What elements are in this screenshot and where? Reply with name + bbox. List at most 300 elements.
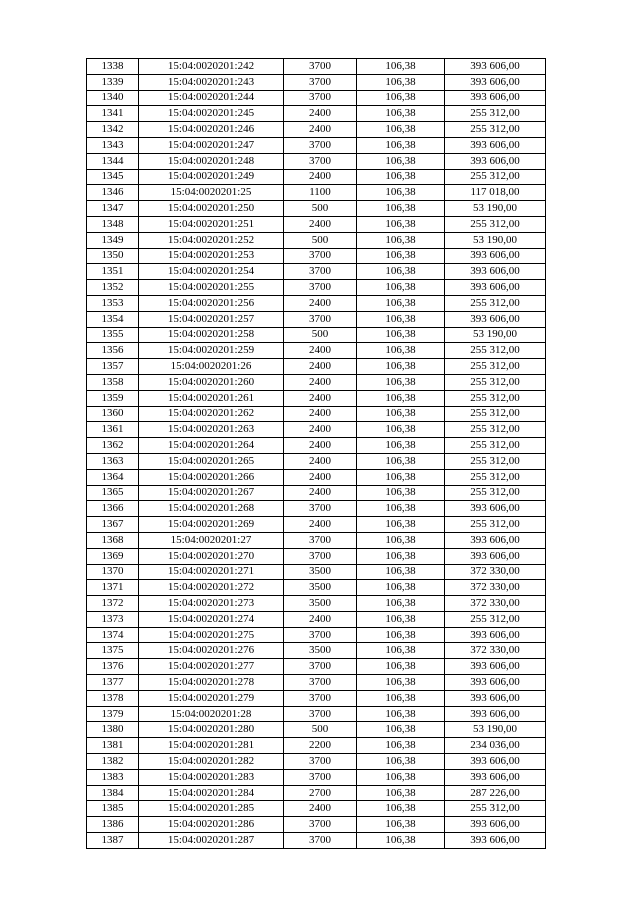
amount-cell: 255 312,00 — [445, 295, 546, 311]
area-cell: 2700 — [284, 785, 357, 801]
amount-cell: 255 312,00 — [445, 422, 546, 438]
rate-cell: 106,38 — [357, 659, 445, 675]
cadastral-number-cell: 15:04:0020201:267 — [139, 485, 284, 501]
table-row — [87, 675, 546, 691]
row-number-cell: 1338 — [87, 59, 139, 75]
amount-cell: 255 312,00 — [445, 343, 546, 359]
cadastral-number-cell: 15:04:0020201:249 — [139, 169, 284, 185]
amount-cell: 393 606,00 — [445, 817, 546, 833]
table-row — [87, 485, 546, 501]
amount-cell: 372 330,00 — [445, 580, 546, 596]
cadastral-number-cell: 15:04:0020201:275 — [139, 627, 284, 643]
amount-cell: 393 606,00 — [445, 264, 546, 280]
cadastral-number-cell: 15:04:0020201:265 — [139, 453, 284, 469]
area-cell: 500 — [284, 201, 357, 217]
row-number-cell: 1372 — [87, 596, 139, 612]
area-cell: 2200 — [284, 738, 357, 754]
row-number-cell: 1368 — [87, 532, 139, 548]
table-row — [87, 169, 546, 185]
table-row — [87, 769, 546, 785]
amount-cell: 393 606,00 — [445, 74, 546, 90]
rate-cell: 106,38 — [357, 137, 445, 153]
cadastral-number-cell: 15:04:0020201:279 — [139, 690, 284, 706]
row-number-cell: 1373 — [87, 611, 139, 627]
rate-cell: 106,38 — [357, 564, 445, 580]
table-row — [87, 374, 546, 390]
amount-cell: 393 606,00 — [445, 833, 546, 849]
amount-cell: 255 312,00 — [445, 469, 546, 485]
row-number-cell: 1381 — [87, 738, 139, 754]
cadastral-number-cell: 15:04:0020201:280 — [139, 722, 284, 738]
area-cell: 2400 — [284, 406, 357, 422]
table-row — [87, 153, 546, 169]
amount-cell: 393 606,00 — [445, 137, 546, 153]
rate-cell: 106,38 — [357, 169, 445, 185]
cadastral-number-cell: 15:04:0020201:286 — [139, 817, 284, 833]
table-row — [87, 422, 546, 438]
row-number-cell: 1364 — [87, 469, 139, 485]
rate-cell: 106,38 — [357, 643, 445, 659]
table-row — [87, 390, 546, 406]
table-row — [87, 596, 546, 612]
table-row — [87, 469, 546, 485]
table-row — [87, 690, 546, 706]
table-row — [87, 232, 546, 248]
rate-cell: 106,38 — [357, 706, 445, 722]
table-row — [87, 122, 546, 138]
row-number-cell: 1344 — [87, 153, 139, 169]
row-number-cell: 1357 — [87, 359, 139, 375]
amount-cell: 255 312,00 — [445, 169, 546, 185]
table-row — [87, 137, 546, 153]
row-number-cell: 1374 — [87, 627, 139, 643]
amount-cell: 255 312,00 — [445, 390, 546, 406]
area-cell: 3700 — [284, 137, 357, 153]
row-number-cell: 1385 — [87, 801, 139, 817]
area-cell: 2400 — [284, 485, 357, 501]
rate-cell: 106,38 — [357, 359, 445, 375]
document-page — [86, 58, 545, 849]
area-cell: 2400 — [284, 517, 357, 533]
cadastral-number-cell: 15:04:0020201:264 — [139, 438, 284, 454]
table-row — [87, 611, 546, 627]
area-cell: 3700 — [284, 690, 357, 706]
amount-cell: 393 606,00 — [445, 90, 546, 106]
amount-cell: 393 606,00 — [445, 501, 546, 517]
table-row — [87, 548, 546, 564]
cadastral-number-cell: 15:04:0020201:266 — [139, 469, 284, 485]
rate-cell: 106,38 — [357, 596, 445, 612]
amount-cell: 255 312,00 — [445, 453, 546, 469]
cadastral-number-cell: 15:04:0020201:253 — [139, 248, 284, 264]
area-cell: 3700 — [284, 90, 357, 106]
cadastral-number-cell: 15:04:0020201:245 — [139, 106, 284, 122]
cadastral-number-cell: 15:04:0020201:283 — [139, 769, 284, 785]
row-number-cell: 1370 — [87, 564, 139, 580]
amount-cell: 287 226,00 — [445, 785, 546, 801]
cadastral-number-cell: 15:04:0020201:257 — [139, 311, 284, 327]
area-cell: 2400 — [284, 169, 357, 185]
area-cell: 3500 — [284, 580, 357, 596]
row-number-cell: 1362 — [87, 438, 139, 454]
amount-cell: 117 018,00 — [445, 185, 546, 201]
area-cell: 3700 — [284, 280, 357, 296]
row-number-cell: 1345 — [87, 169, 139, 185]
row-number-cell: 1358 — [87, 374, 139, 390]
cadastral-number-cell: 15:04:0020201:251 — [139, 216, 284, 232]
cadastral-number-cell: 15:04:0020201:246 — [139, 122, 284, 138]
table-body — [87, 59, 546, 849]
table-row — [87, 327, 546, 343]
rate-cell: 106,38 — [357, 785, 445, 801]
amount-cell: 372 330,00 — [445, 596, 546, 612]
rate-cell: 106,38 — [357, 738, 445, 754]
area-cell: 3700 — [284, 833, 357, 849]
rate-cell: 106,38 — [357, 548, 445, 564]
cadastral-number-cell: 15:04:0020201:276 — [139, 643, 284, 659]
area-cell: 3500 — [284, 596, 357, 612]
row-number-cell: 1350 — [87, 248, 139, 264]
row-number-cell: 1376 — [87, 659, 139, 675]
amount-cell: 393 606,00 — [445, 280, 546, 296]
area-cell: 3700 — [284, 817, 357, 833]
amount-cell: 393 606,00 — [445, 532, 546, 548]
area-cell: 3500 — [284, 643, 357, 659]
area-cell: 3700 — [284, 754, 357, 770]
cadastral-number-cell: 15:04:0020201:282 — [139, 754, 284, 770]
amount-cell: 393 606,00 — [445, 675, 546, 691]
area-cell: 2400 — [284, 106, 357, 122]
table-row — [87, 580, 546, 596]
area-cell: 2400 — [284, 801, 357, 817]
rate-cell: 106,38 — [357, 74, 445, 90]
area-cell: 3700 — [284, 264, 357, 280]
area-cell: 2400 — [284, 611, 357, 627]
area-cell: 3700 — [284, 248, 357, 264]
amount-cell: 234 036,00 — [445, 738, 546, 754]
area-cell: 2400 — [284, 359, 357, 375]
cadastral-number-cell: 15:04:0020201:271 — [139, 564, 284, 580]
amount-cell: 53 190,00 — [445, 327, 546, 343]
row-number-cell: 1384 — [87, 785, 139, 801]
amount-cell: 53 190,00 — [445, 232, 546, 248]
table-row — [87, 201, 546, 217]
cadastral-number-cell: 15:04:0020201:243 — [139, 74, 284, 90]
rate-cell: 106,38 — [357, 690, 445, 706]
amount-cell: 255 312,00 — [445, 611, 546, 627]
cadastral-number-cell: 15:04:0020201:247 — [139, 137, 284, 153]
row-number-cell: 1380 — [87, 722, 139, 738]
area-cell: 2400 — [284, 216, 357, 232]
table-row — [87, 185, 546, 201]
table-row — [87, 659, 546, 675]
rate-cell: 106,38 — [357, 485, 445, 501]
row-number-cell: 1369 — [87, 548, 139, 564]
table-row — [87, 738, 546, 754]
area-cell: 3500 — [284, 564, 357, 580]
table-row — [87, 517, 546, 533]
table-row — [87, 564, 546, 580]
amount-cell: 372 330,00 — [445, 564, 546, 580]
amount-cell: 393 606,00 — [445, 627, 546, 643]
amount-cell: 255 312,00 — [445, 801, 546, 817]
row-number-cell: 1340 — [87, 90, 139, 106]
rate-cell: 106,38 — [357, 801, 445, 817]
area-cell: 3700 — [284, 706, 357, 722]
cadastral-number-cell: 15:04:0020201:260 — [139, 374, 284, 390]
row-number-cell: 1387 — [87, 833, 139, 849]
row-number-cell: 1351 — [87, 264, 139, 280]
row-number-cell: 1378 — [87, 690, 139, 706]
area-cell: 3700 — [284, 311, 357, 327]
rate-cell: 106,38 — [357, 817, 445, 833]
row-number-cell: 1355 — [87, 327, 139, 343]
rate-cell: 106,38 — [357, 311, 445, 327]
table-row — [87, 438, 546, 454]
table-row — [87, 453, 546, 469]
cadastral-number-cell: 15:04:0020201:269 — [139, 517, 284, 533]
amount-cell: 255 312,00 — [445, 438, 546, 454]
amount-cell: 393 606,00 — [445, 153, 546, 169]
row-number-cell: 1354 — [87, 311, 139, 327]
area-cell: 2400 — [284, 374, 357, 390]
rate-cell: 106,38 — [357, 216, 445, 232]
rate-cell: 106,38 — [357, 122, 445, 138]
area-cell: 2400 — [284, 295, 357, 311]
cadastral-number-cell: 15:04:0020201:256 — [139, 295, 284, 311]
amount-cell: 255 312,00 — [445, 359, 546, 375]
rate-cell: 106,38 — [357, 517, 445, 533]
land-plot-table — [86, 58, 546, 849]
amount-cell: 255 312,00 — [445, 122, 546, 138]
rate-cell: 106,38 — [357, 611, 445, 627]
area-cell: 3700 — [284, 501, 357, 517]
rate-cell: 106,38 — [357, 201, 445, 217]
table-row — [87, 59, 546, 75]
area-cell: 3700 — [284, 548, 357, 564]
rate-cell: 106,38 — [357, 106, 445, 122]
amount-cell: 393 606,00 — [445, 659, 546, 675]
area-cell: 3700 — [284, 769, 357, 785]
rate-cell: 106,38 — [357, 532, 445, 548]
row-number-cell: 1348 — [87, 216, 139, 232]
row-number-cell: 1339 — [87, 74, 139, 90]
table-row — [87, 216, 546, 232]
cadastral-number-cell: 15:04:0020201:250 — [139, 201, 284, 217]
area-cell: 1100 — [284, 185, 357, 201]
rate-cell: 106,38 — [357, 374, 445, 390]
rate-cell: 106,38 — [357, 327, 445, 343]
amount-cell: 393 606,00 — [445, 59, 546, 75]
amount-cell: 393 606,00 — [445, 754, 546, 770]
amount-cell: 255 312,00 — [445, 106, 546, 122]
table-row — [87, 248, 546, 264]
rate-cell: 106,38 — [357, 722, 445, 738]
rate-cell: 106,38 — [357, 280, 445, 296]
rate-cell: 106,38 — [357, 438, 445, 454]
cadastral-number-cell: 15:04:0020201:277 — [139, 659, 284, 675]
area-cell: 3700 — [284, 74, 357, 90]
cadastral-number-cell: 15:04:0020201:268 — [139, 501, 284, 517]
amount-cell: 255 312,00 — [445, 216, 546, 232]
table-row — [87, 343, 546, 359]
rate-cell: 106,38 — [357, 422, 445, 438]
row-number-cell: 1386 — [87, 817, 139, 833]
rate-cell: 106,38 — [357, 185, 445, 201]
table-row — [87, 833, 546, 849]
amount-cell: 393 606,00 — [445, 706, 546, 722]
cadastral-number-cell: 15:04:0020201:285 — [139, 801, 284, 817]
rate-cell: 106,38 — [357, 343, 445, 359]
row-number-cell: 1347 — [87, 201, 139, 217]
table-row — [87, 359, 546, 375]
cadastral-number-cell: 15:04:0020201:284 — [139, 785, 284, 801]
rate-cell: 106,38 — [357, 90, 445, 106]
amount-cell: 255 312,00 — [445, 485, 546, 501]
table-row — [87, 74, 546, 90]
row-number-cell: 1359 — [87, 390, 139, 406]
area-cell: 2400 — [284, 422, 357, 438]
rate-cell: 106,38 — [357, 453, 445, 469]
rate-cell: 106,38 — [357, 406, 445, 422]
table-row — [87, 722, 546, 738]
table-row — [87, 643, 546, 659]
cadastral-number-cell: 15:04:0020201:261 — [139, 390, 284, 406]
rate-cell: 106,38 — [357, 469, 445, 485]
row-number-cell: 1360 — [87, 406, 139, 422]
row-number-cell: 1343 — [87, 137, 139, 153]
rate-cell: 106,38 — [357, 59, 445, 75]
cadastral-number-cell: 15:04:0020201:28 — [139, 706, 284, 722]
rate-cell: 106,38 — [357, 390, 445, 406]
table-row — [87, 280, 546, 296]
row-number-cell: 1363 — [87, 453, 139, 469]
table-row — [87, 532, 546, 548]
rate-cell: 106,38 — [357, 769, 445, 785]
table-row — [87, 627, 546, 643]
rate-cell: 106,38 — [357, 153, 445, 169]
area-cell: 2400 — [284, 438, 357, 454]
cadastral-number-cell: 15:04:0020201:27 — [139, 532, 284, 548]
amount-cell: 255 312,00 — [445, 374, 546, 390]
amount-cell: 393 606,00 — [445, 248, 546, 264]
cadastral-number-cell: 15:04:0020201:273 — [139, 596, 284, 612]
table-row — [87, 785, 546, 801]
table-row — [87, 817, 546, 833]
cadastral-number-cell: 15:04:0020201:281 — [139, 738, 284, 754]
row-number-cell: 1356 — [87, 343, 139, 359]
cadastral-number-cell: 15:04:0020201:25 — [139, 185, 284, 201]
cadastral-number-cell: 15:04:0020201:244 — [139, 90, 284, 106]
amount-cell: 372 330,00 — [445, 643, 546, 659]
area-cell: 2400 — [284, 343, 357, 359]
cadastral-number-cell: 15:04:0020201:255 — [139, 280, 284, 296]
area-cell: 3700 — [284, 627, 357, 643]
table-row — [87, 295, 546, 311]
row-number-cell: 1349 — [87, 232, 139, 248]
row-number-cell: 1361 — [87, 422, 139, 438]
area-cell: 3700 — [284, 675, 357, 691]
cadastral-number-cell: 15:04:0020201:252 — [139, 232, 284, 248]
amount-cell: 255 312,00 — [445, 517, 546, 533]
area-cell: 3700 — [284, 59, 357, 75]
table-row — [87, 501, 546, 517]
cadastral-number-cell: 15:04:0020201:248 — [139, 153, 284, 169]
table-row — [87, 90, 546, 106]
row-number-cell: 1379 — [87, 706, 139, 722]
row-number-cell: 1342 — [87, 122, 139, 138]
row-number-cell: 1366 — [87, 501, 139, 517]
row-number-cell: 1382 — [87, 754, 139, 770]
cadastral-number-cell: 15:04:0020201:287 — [139, 833, 284, 849]
table-row — [87, 801, 546, 817]
rate-cell: 106,38 — [357, 627, 445, 643]
cadastral-number-cell: 15:04:0020201:242 — [139, 59, 284, 75]
cadastral-number-cell: 15:04:0020201:270 — [139, 548, 284, 564]
cadastral-number-cell: 15:04:0020201:254 — [139, 264, 284, 280]
amount-cell: 393 606,00 — [445, 690, 546, 706]
amount-cell: 393 606,00 — [445, 548, 546, 564]
rate-cell: 106,38 — [357, 580, 445, 596]
row-number-cell: 1367 — [87, 517, 139, 533]
area-cell: 3700 — [284, 659, 357, 675]
area-cell: 3700 — [284, 532, 357, 548]
row-number-cell: 1383 — [87, 769, 139, 785]
rate-cell: 106,38 — [357, 232, 445, 248]
row-number-cell: 1346 — [87, 185, 139, 201]
cadastral-number-cell: 15:04:0020201:272 — [139, 580, 284, 596]
table-row — [87, 754, 546, 770]
cadastral-number-cell: 15:04:0020201:259 — [139, 343, 284, 359]
row-number-cell: 1341 — [87, 106, 139, 122]
area-cell: 500 — [284, 232, 357, 248]
area-cell: 2400 — [284, 453, 357, 469]
area-cell: 2400 — [284, 469, 357, 485]
table-row — [87, 706, 546, 722]
cadastral-number-cell: 15:04:0020201:278 — [139, 675, 284, 691]
amount-cell: 393 606,00 — [445, 769, 546, 785]
cadastral-number-cell: 15:04:0020201:263 — [139, 422, 284, 438]
area-cell: 3700 — [284, 153, 357, 169]
row-number-cell: 1371 — [87, 580, 139, 596]
cadastral-number-cell: 15:04:0020201:26 — [139, 359, 284, 375]
area-cell: 2400 — [284, 390, 357, 406]
amount-cell: 255 312,00 — [445, 406, 546, 422]
amount-cell: 53 190,00 — [445, 201, 546, 217]
rate-cell: 106,38 — [357, 754, 445, 770]
table-row — [87, 106, 546, 122]
rate-cell: 106,38 — [357, 295, 445, 311]
area-cell: 500 — [284, 722, 357, 738]
table-row — [87, 406, 546, 422]
table-row — [87, 311, 546, 327]
rate-cell: 106,38 — [357, 833, 445, 849]
row-number-cell: 1377 — [87, 675, 139, 691]
area-cell: 2400 — [284, 122, 357, 138]
row-number-cell: 1352 — [87, 280, 139, 296]
row-number-cell: 1365 — [87, 485, 139, 501]
table-row — [87, 264, 546, 280]
rate-cell: 106,38 — [357, 264, 445, 280]
rate-cell: 106,38 — [357, 501, 445, 517]
cadastral-number-cell: 15:04:0020201:274 — [139, 611, 284, 627]
rate-cell: 106,38 — [357, 248, 445, 264]
cadastral-number-cell: 15:04:0020201:258 — [139, 327, 284, 343]
rate-cell: 106,38 — [357, 675, 445, 691]
cadastral-number-cell: 15:04:0020201:262 — [139, 406, 284, 422]
amount-cell: 393 606,00 — [445, 311, 546, 327]
area-cell: 500 — [284, 327, 357, 343]
